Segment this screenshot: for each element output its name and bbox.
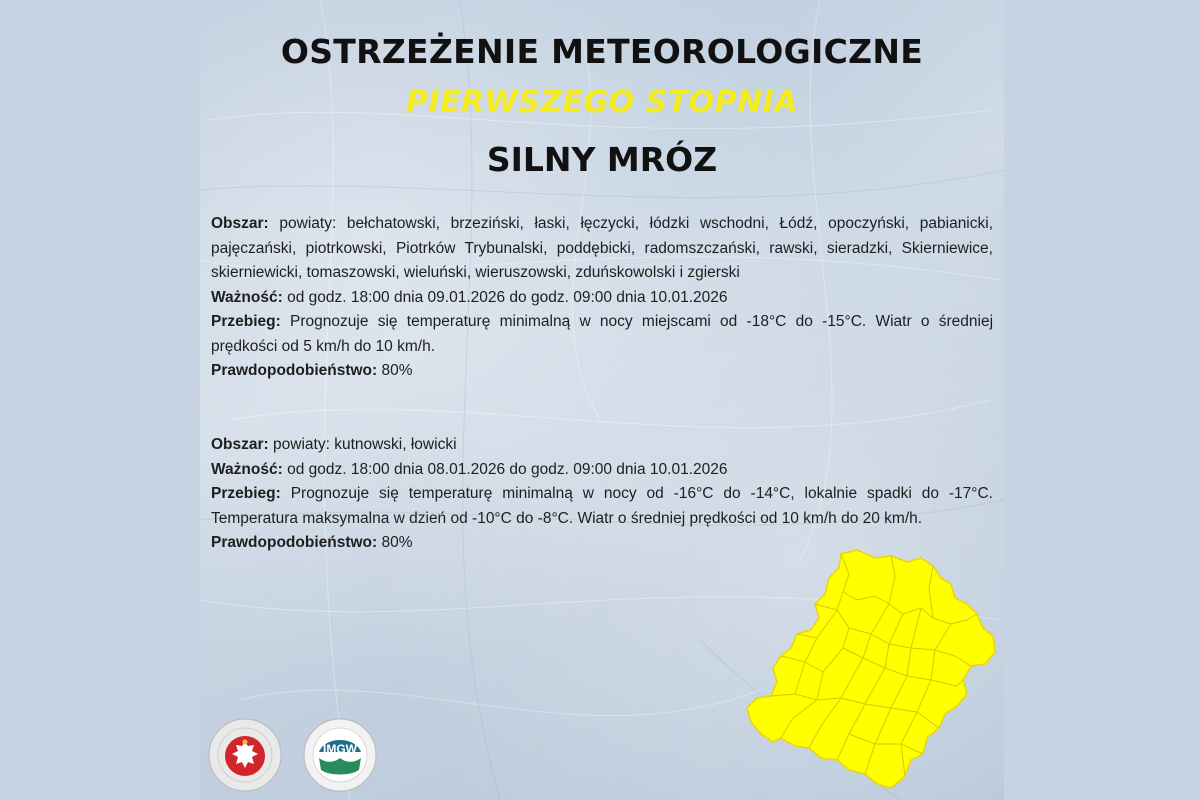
probability-value: 80% xyxy=(381,362,413,379)
warning-block-1 xyxy=(211,212,993,384)
svg-text:IMGW: IMGW xyxy=(323,742,357,756)
area-label: Obszar: xyxy=(211,436,269,453)
validity-label: Ważność: xyxy=(211,460,283,478)
area-label: Obszar: xyxy=(211,215,269,232)
warning-card xyxy=(200,0,1004,800)
course-row xyxy=(211,310,993,359)
course-label: Przebieg: xyxy=(211,485,281,502)
imgw-logo-icon xyxy=(303,718,377,792)
course-value: Prognozuje się temperaturę minimalną w nocy miejscami od -18°C do -15°C. Wiatr o średniej prędkości od 5 km/h do 10 km/h. xyxy=(211,313,994,355)
validity-row xyxy=(211,458,993,483)
validity-value: od godz. 18:00 dnia 08.01.2026 do godz. 09:00 dnia 10.01.2026 xyxy=(287,460,728,478)
probability-row xyxy=(211,359,993,384)
validity-label: Ważność: xyxy=(211,288,283,306)
area-row xyxy=(211,433,993,458)
area-value: powiaty: bełchatowski, brzeziński, łaski, łęczycki, łódzki wschodni, Łódź, opoczyński, pabianicki, pajęczański, piotrkowski, Piotrków Trybunalski, poddębicki, radomszczański, rawski, sieradzki, Skierniewice, skierniewicki, tomaszowski, wieluński, wieruszowski, zduńskowolski i zgierski xyxy=(211,215,994,281)
polish-eagle-emblem-icon xyxy=(208,718,282,792)
validity-row xyxy=(211,286,993,311)
title-degree: PIERWSZEGO STOPNIA xyxy=(405,85,799,120)
course-value: Prognozuje się temperaturę minimalną w nocy od -16°C do -14°C, lokalnie spadki do -17°C. Temperatura maksymalna w dzień od -10°C do -8°C. Wiatr o średniej prędkości od 10 km/h do 20 km/h. xyxy=(211,485,993,527)
course-row xyxy=(211,482,993,531)
warning-block-2 xyxy=(211,433,993,556)
probability-label: Prawdopodobieństwo: xyxy=(211,362,378,379)
area-value: powiaty: kutnowski, łowicki xyxy=(273,436,457,453)
probability-value: 80% xyxy=(381,534,413,551)
probability-label: Prawdopodobieństwo: xyxy=(211,534,378,551)
title-phenomenon: SILNY MRÓZ xyxy=(486,140,718,179)
area-row xyxy=(211,212,993,286)
lodzkie-region-map-icon xyxy=(745,548,997,793)
course-label: Przebieg: xyxy=(211,313,281,330)
title-warning: OSTRZEŻENIE METEOROLOGICZNE xyxy=(280,32,924,71)
validity-value: od godz. 18:00 dnia 09.01.2026 do godz. 09:00 dnia 10.01.2026 xyxy=(287,288,728,306)
